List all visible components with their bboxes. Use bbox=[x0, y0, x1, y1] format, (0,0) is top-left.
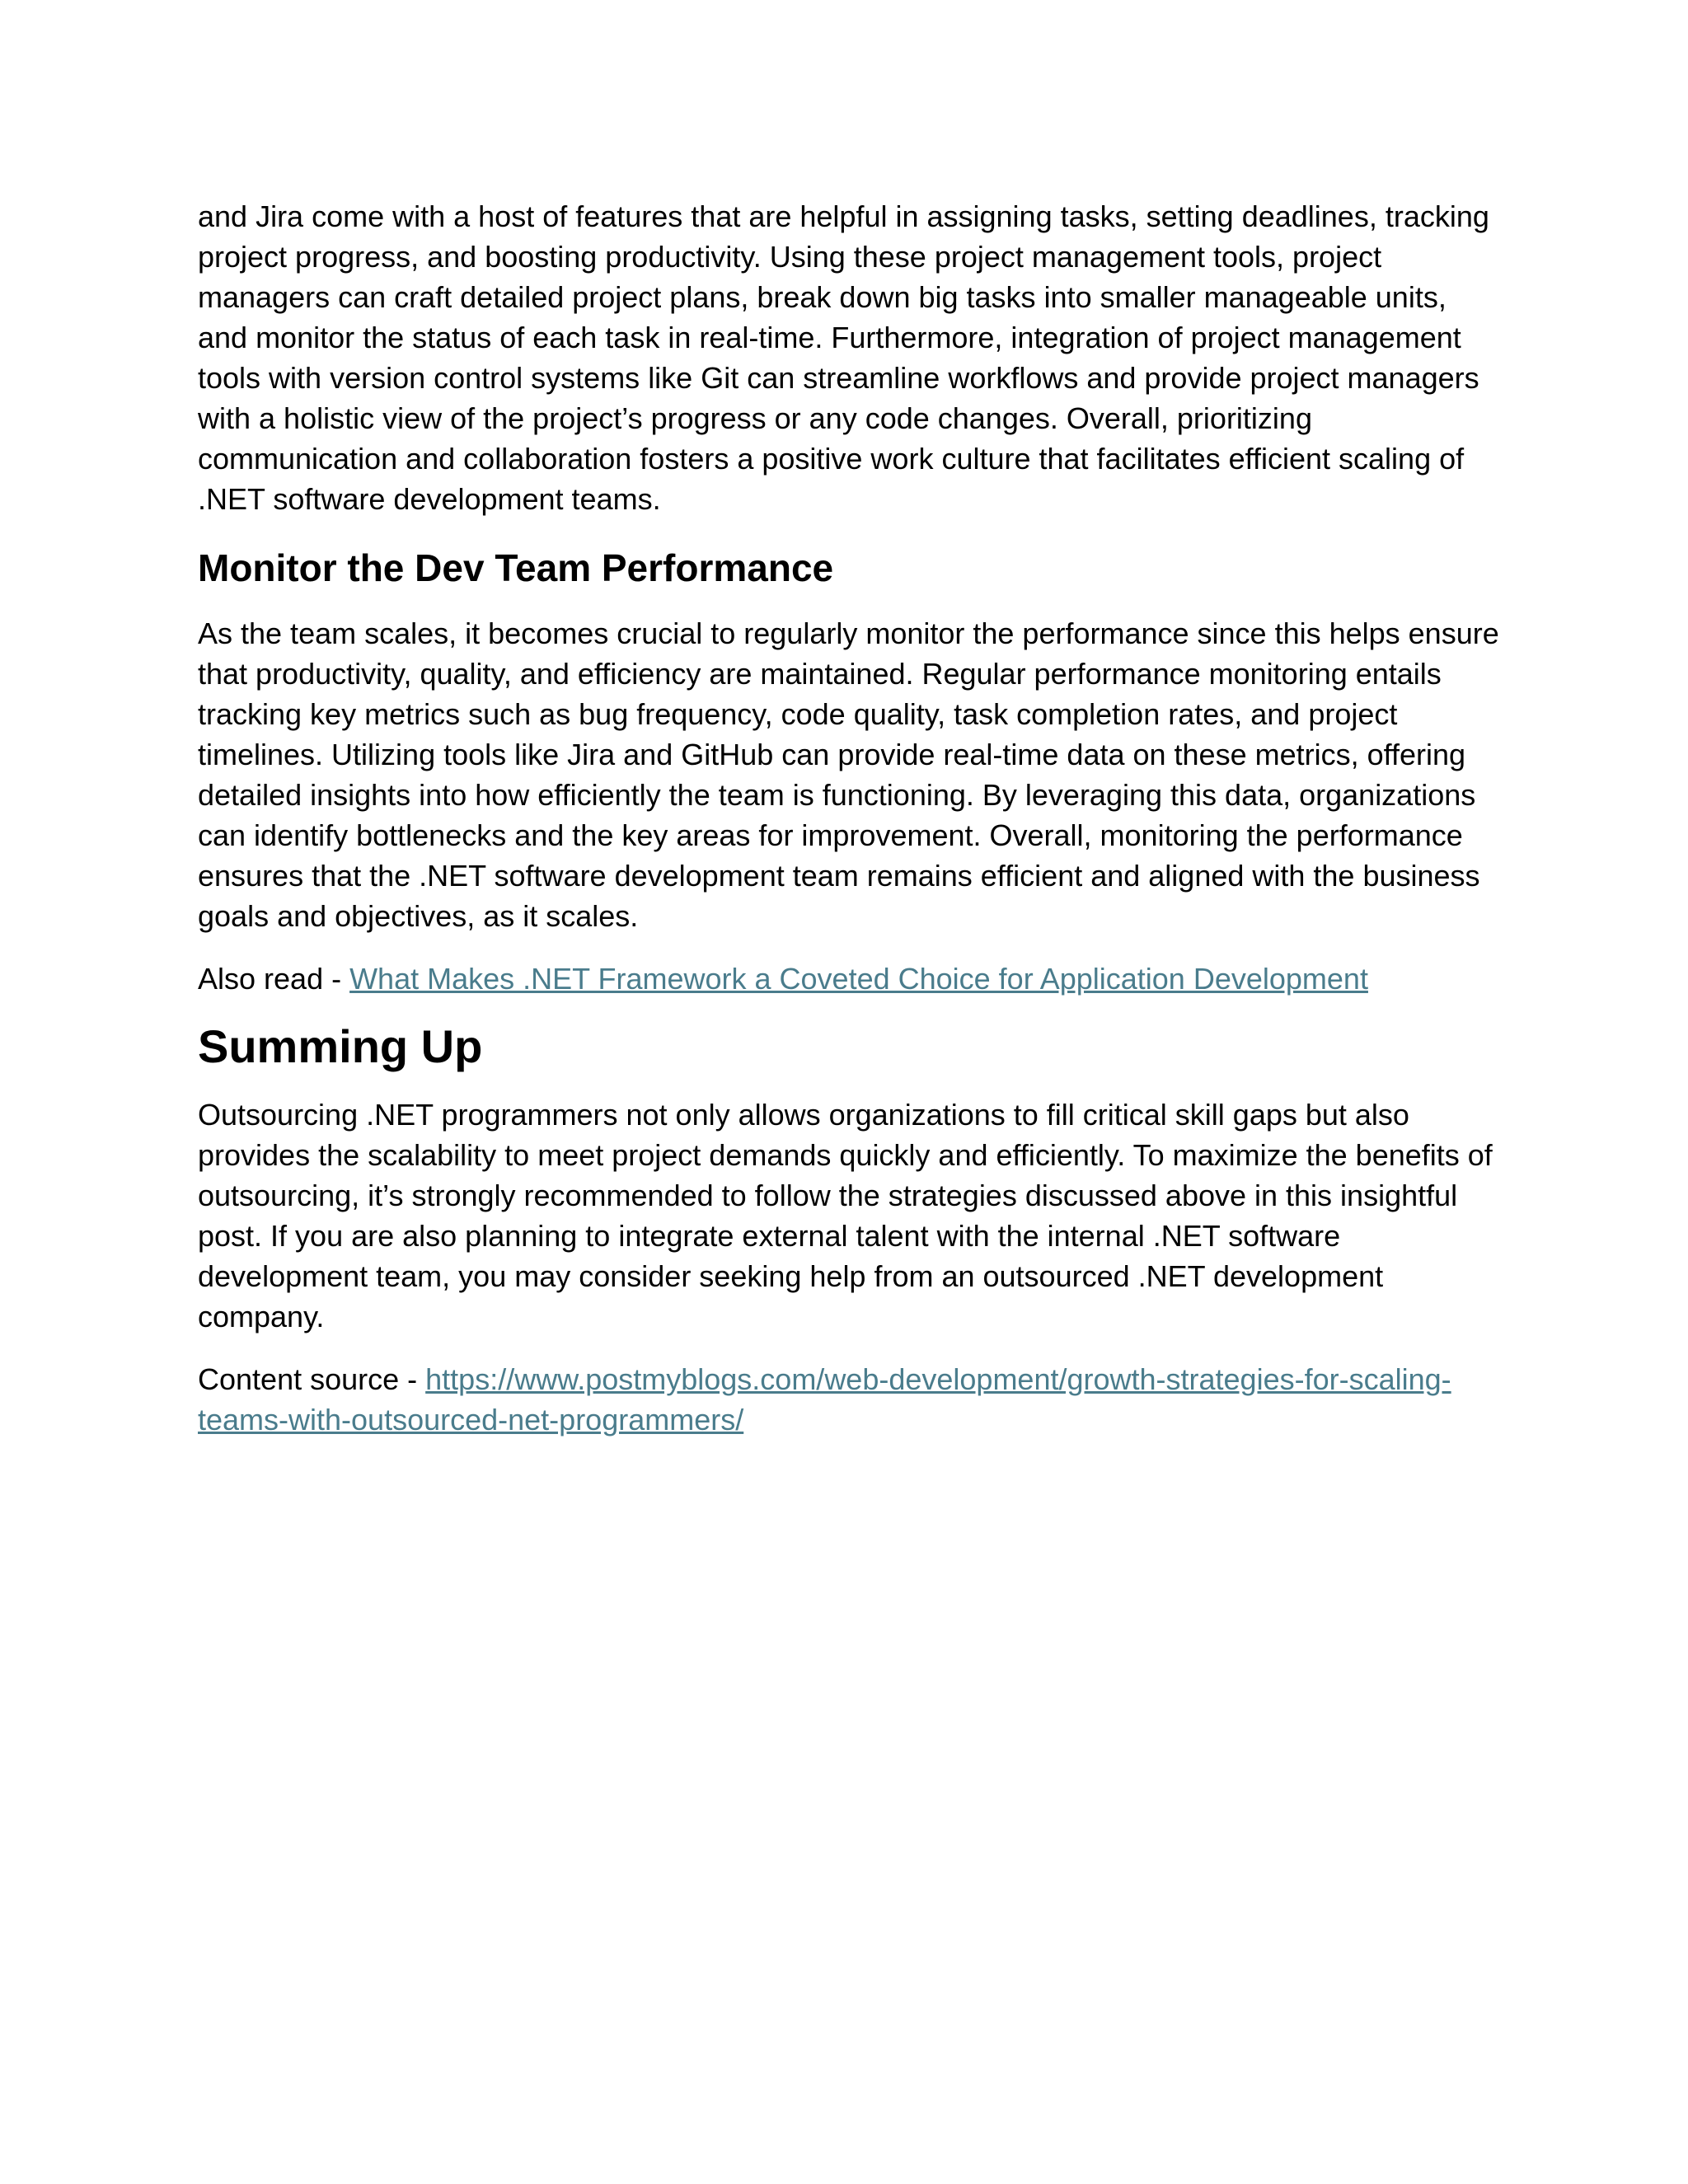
monitor-paragraph: As the team scales, it becomes crucial to regularly monitor the performance since this helps ensure that productivity, quality, and efficiency are maintained. Regular performance monitoring entails tracking key metrics such as bug frequency, code quality, task completion rates, and project timelines. Utilizing tools like Jira and GitHub can provide real-time data on these metrics, offering detailed insights into how efficiently the team is functioning. By leveraging this data, organizations can identify bottlenecks and the key areas for improvement. Overall, monitoring the performance ensures that the .NET software development team remains efficient and aligned with the business goals and objectives, as it scales. bbox=[198, 616, 1499, 933]
section-heading-summing-up: Summing Up bbox=[198, 1020, 483, 1072]
also-read-line bbox=[198, 958, 1500, 999]
content-source-line bbox=[198, 1359, 1500, 1440]
content-source-link-line-2: teams-with-outsourced-net-programmers/ bbox=[198, 1403, 744, 1436]
document-page bbox=[198, 196, 1500, 1440]
content-source-prefix: Content source - bbox=[198, 1362, 426, 1396]
also-read-prefix: Also read - bbox=[198, 962, 350, 996]
section-heading-monitor: Monitor the Dev Team Performance bbox=[198, 546, 834, 589]
intro-paragraph: and Jira come with a host of features that are helpful in assigning tasks, setting deadlines, tracking project progress, and boosting productivity. Using these project management tools, project managers can craft detailed project plans, break down big tasks into smaller manageable units, and monitor the status of each task in real-time. Furthermore, integration of project management tools with version control systems like Git can streamline workflows and provide project managers with a holistic view of the project’s progress or any code changes. Overall, prioritizing communication and collaboration fosters a positive work culture that facilitates efficient scaling of .NET software development teams. bbox=[198, 199, 1489, 516]
summing-up-paragraph: Outsourcing .NET programmers not only allows organizations to fill critical skill gaps but also provides the scalability to meet project demands quickly and efficiently. To maximize the benefits of outsourcing, it’s strongly recommended to follow the strategies discussed above in this insightful post. If you are also planning to integrate external talent with the internal .NET software development team, you may consider seeking help from an outsourced .NET development company. bbox=[198, 1098, 1493, 1333]
also-read-link[interactable]: What Makes .NET Framework a Coveted Choice for Application Development bbox=[349, 962, 1368, 996]
content-source-link-line-1: https://www.postmyblogs.com/web-development/growth-strategies-for-scaling- bbox=[425, 1362, 1451, 1396]
